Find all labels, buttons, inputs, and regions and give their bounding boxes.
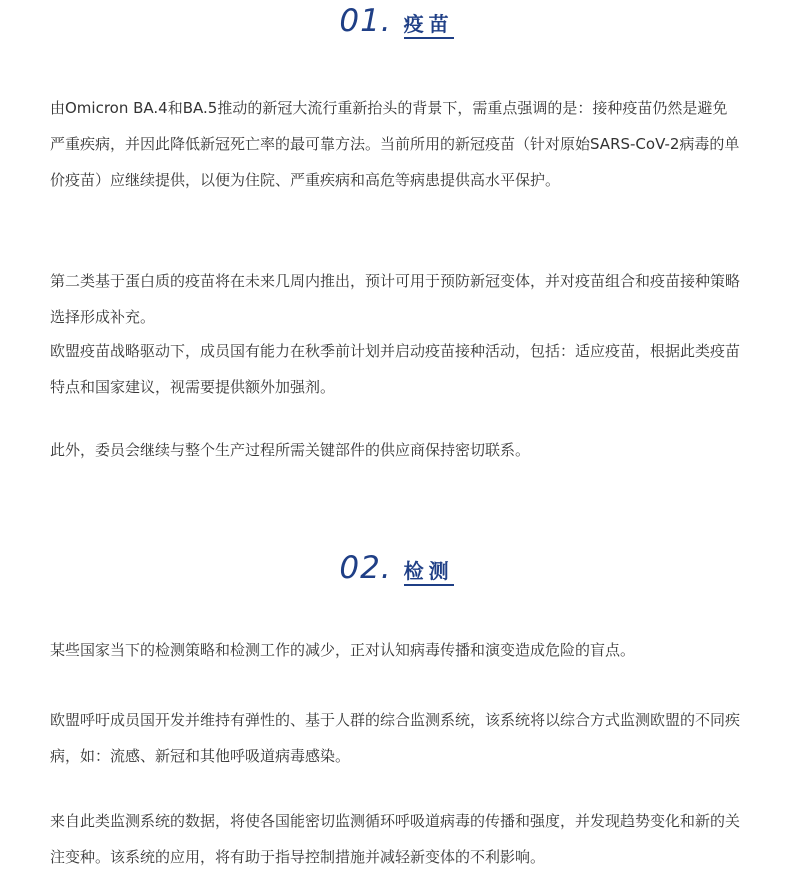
paragraph: 由Omicron BA.4和BA.5推动的新冠大流行重新抬头的背景下，需重点强调的是：接种疫苗仍然是避免严重疾病，并因此降低新冠死亡率的最可靠方法。当前所用的新冠疫苗（针对原始SARS-CoV-2病毒的单价疫苗）应继续提供，以便为住院、严重疾病和高危等病患提供高水平保护。 <box>50 99 740 189</box>
paragraph: 某些国家当下的检测策略和检测工作的减少，正对认知病毒传播和演变造成危险的盲点。 <box>50 641 636 659</box>
section-title: 检测 <box>404 559 454 586</box>
section-heading-testing <box>0 550 793 586</box>
paragraph: 欧盟呼吁成员国开发并维持有弹性的、基于人群的综合监测系统，该系统将以综合方式监测欧盟的不同疾病，如：流感、新冠和其他呼吸道病毒感染。 <box>50 711 741 765</box>
paragraph: 此外，委员会继续与整个生产过程所需关键部件的供应商保持密切联系。 <box>50 441 531 459</box>
paragraph: 欧盟疫苗战略驱动下，成员国有能力在秋季前计划并启动疫苗接种活动，包括：适应疫苗，根据此类疫苗特点和国家建议，视需要提供额外加强剂。 <box>50 342 741 396</box>
paragraph: 来自此类监测系统的数据，将使各国能密切监测循环呼吸道病毒的传播和强度，并发现趋势变化和新的关注变种。该系统的应用，将有助于指导控制措施并减轻新变体的不利影响。 <box>50 812 741 866</box>
section-number: 02. <box>339 550 392 586</box>
section-heading-vaccine <box>0 3 793 39</box>
paragraph: 第二类基于蛋白质的疫苗将在未来几周内推出，预计可用于预防新冠变体，并对疫苗组合和疫苗接种策略选择形成补充。 <box>50 272 741 326</box>
section-title: 疫苗 <box>404 12 454 39</box>
section-number: 01. <box>339 3 392 39</box>
